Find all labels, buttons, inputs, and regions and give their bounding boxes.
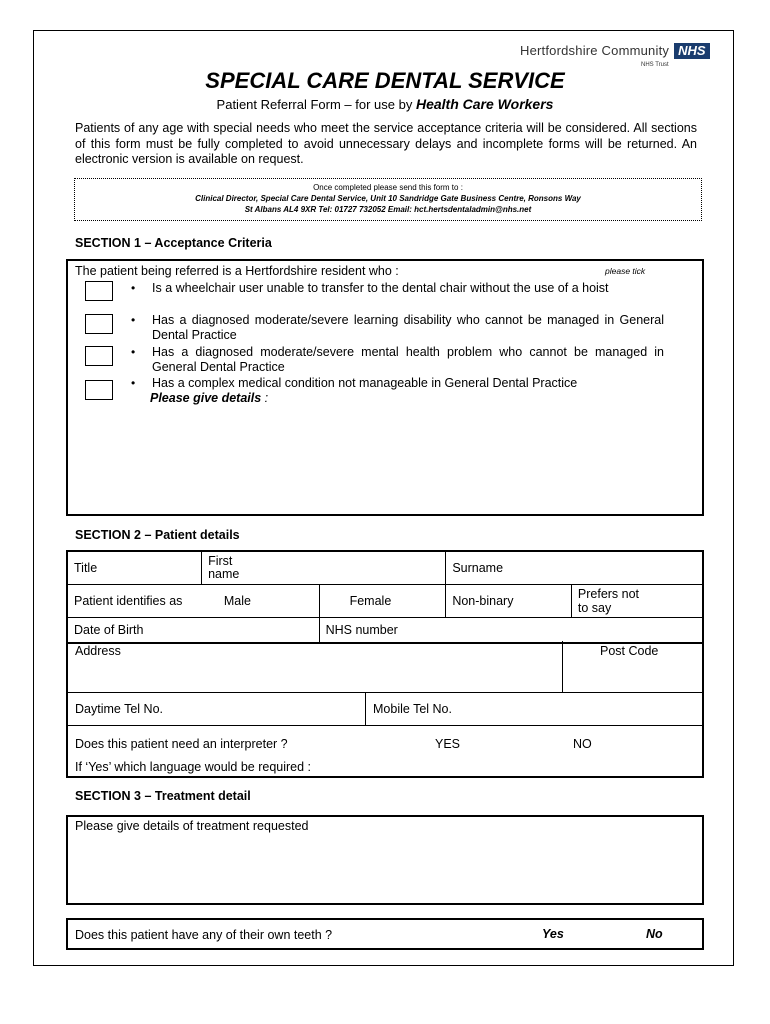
prefers-not-label-2: to say — [577, 600, 612, 615]
nhs-number-label: NHS number — [325, 622, 398, 637]
nhs-number-field[interactable] — [319, 617, 703, 643]
patient-details-table — [66, 550, 704, 644]
female-option[interactable]: Female — [319, 584, 446, 617]
address-divider — [562, 641, 563, 693]
address-field[interactable] — [68, 660, 560, 691]
postcode-label: Post Code — [600, 644, 659, 658]
bullet: • — [131, 281, 136, 295]
phone-divider — [365, 693, 366, 726]
bullet: • — [131, 376, 136, 390]
criteria-checkbox-4[interactable] — [85, 380, 113, 400]
give-details-label — [150, 391, 268, 405]
own-teeth-no-option[interactable]: No — [646, 927, 663, 941]
send-to-box — [74, 178, 702, 221]
criteria-checkbox-1[interactable] — [85, 281, 113, 301]
own-teeth-yes-option[interactable]: Yes — [542, 927, 564, 941]
gender-male-cell[interactable] — [67, 584, 319, 617]
subtitle-emphasis: Health Care Workers — [415, 96, 554, 112]
table-row — [67, 584, 703, 617]
male-option: Male — [223, 593, 251, 608]
prefers-not-label-1: Prefers not — [577, 586, 640, 601]
section2-heading: SECTION 2 – Patient details — [75, 528, 240, 542]
first-name-label-2: name — [208, 567, 240, 581]
page-title: SPECIAL CARE DENTAL SERVICE — [205, 68, 565, 93]
first-name-label-1: First — [208, 554, 233, 568]
daytime-tel-label: Daytime Tel No. — [75, 702, 163, 716]
interpreter-no-option[interactable]: NO — [573, 737, 592, 751]
criteria-item-3: Has a diagnosed moderate/severe mental health problem who cannot be managed in General Dental Practice — [152, 345, 664, 374]
identifies-label: Patient identifies as — [74, 593, 183, 608]
criteria-item-1: Is a wheelchair user unable to transfer to the dental chair without the use of a hoist — [152, 281, 609, 295]
trust-label: NHS Trust — [641, 62, 669, 68]
interpreter-yes-option[interactable]: YES — [435, 737, 461, 751]
surname-field[interactable] — [446, 551, 703, 584]
address-label: Address — [75, 644, 121, 658]
bullet: • — [131, 313, 136, 327]
criteria-checkbox-3[interactable] — [85, 346, 113, 366]
treatment-label: Please give details of treatment requested — [75, 819, 309, 833]
table-row — [67, 617, 703, 643]
criteria-details-field[interactable] — [150, 410, 690, 506]
send-to-address: Clinical Director, Special Care Dental Service, Unit 10 Sandridge Gate Business Centre, Ronsons Way — [195, 194, 581, 203]
postcode-field[interactable] — [564, 660, 702, 691]
please-tick-label: please tick — [605, 266, 646, 276]
section3-heading: SECTION 3 – Treatment detail — [75, 789, 251, 803]
nhs-badge: NHS — [674, 43, 709, 59]
bullet: • — [131, 345, 136, 359]
section1-heading: SECTION 1 – Acceptance Criteria — [75, 236, 272, 250]
nhs-logo — [520, 43, 710, 59]
mobile-tel-label: Mobile Tel No. — [373, 702, 452, 716]
language-question: If ‘Yes’ which language would be required : — [75, 760, 312, 774]
criteria-checkbox-2[interactable] — [85, 314, 113, 334]
dob-field[interactable] — [67, 617, 319, 643]
page-subtitle — [0, 96, 770, 112]
surname-label: Surname — [452, 560, 504, 575]
title-label: Title — [74, 560, 98, 575]
criteria-item-4: Has a complex medical condition not manageable in General Dental Practice — [152, 376, 578, 390]
intro-text: Patients of any age with special needs who meet the service acceptance criteria will be considered. All sections of this form must be fully completed to avoid unnecessary delays and incomplete forms will be returned. An electronic version is available on request. — [75, 121, 697, 166]
subtitle-prefix: Patient Referral Form – for use by — [216, 97, 413, 112]
title-field[interactable] — [67, 551, 202, 584]
non-binary-option[interactable]: Non-binary — [446, 584, 572, 617]
give-details-text: Please give details — [150, 391, 262, 405]
send-to-line1: Once completed please send this form to : — [313, 183, 463, 192]
own-teeth-question: Does this patient have any of their own teeth ? — [75, 928, 333, 942]
first-name-field[interactable] — [202, 551, 446, 584]
interpreter-question: Does this patient need an interpreter ? — [75, 737, 288, 751]
give-details-colon: : — [264, 391, 269, 405]
send-to-contact: St Albans AL4 9XR Tel: 01727 732052 Email: hct.hertsdentaladmin@nhs.net — [244, 205, 532, 214]
dob-label: Date of Birth — [74, 622, 144, 637]
section1-intro: The patient being referred is a Hertfordshire resident who : — [75, 264, 399, 278]
table-row — [67, 551, 703, 584]
criteria-item-2: Has a diagnosed moderate/severe learning disability who cannot be managed in General Dental Practice — [152, 313, 664, 342]
prefers-not-option[interactable] — [571, 584, 703, 617]
org-name: Hertfordshire Community — [520, 43, 670, 58]
